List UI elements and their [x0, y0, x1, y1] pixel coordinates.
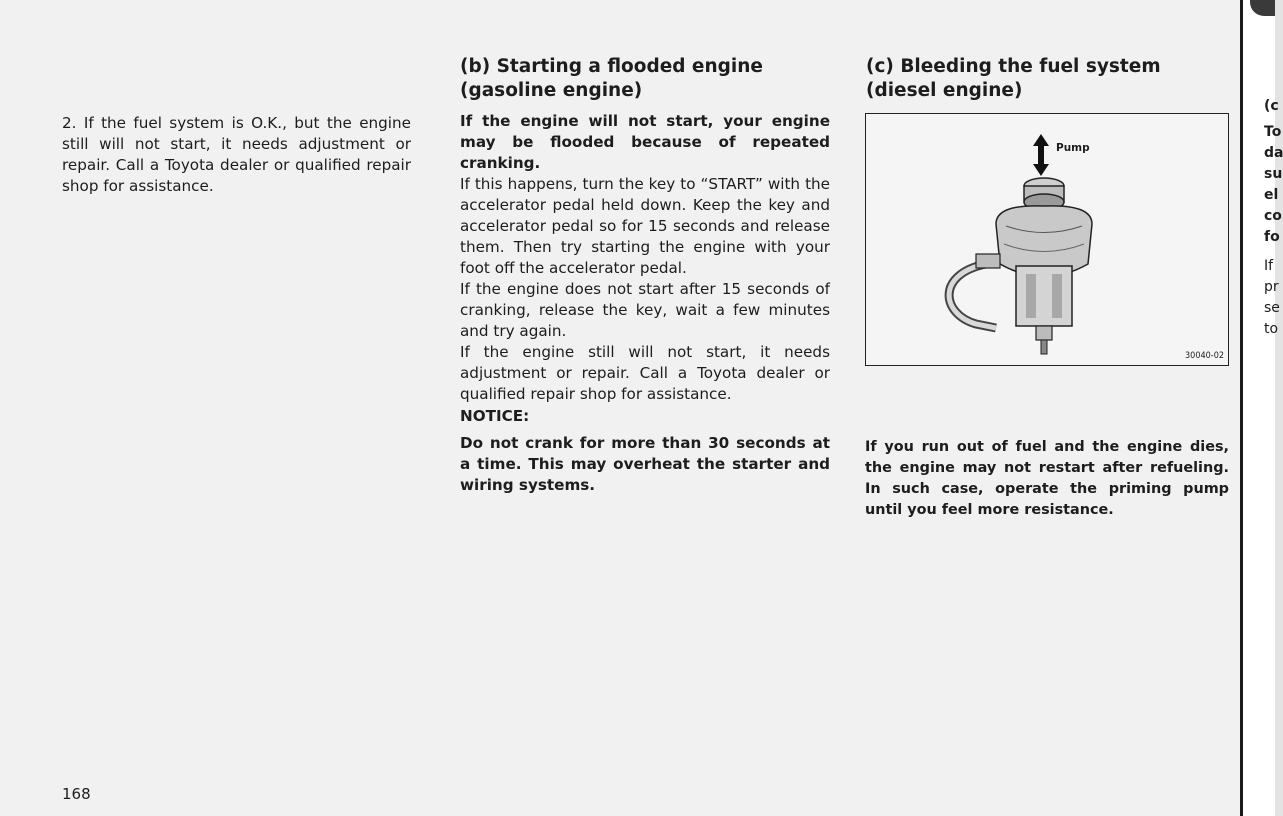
notice-text: Do not crank for more than 30 seconds at a time. This may overheat the starter and wiring systems.: [460, 434, 830, 494]
flooded-para-3: If the engine still will not start, it needs adjustment or repair. Call a Toyota dealer or qualified repair shop for assistance.: [460, 343, 830, 403]
cut-line-1: (c: [1264, 98, 1279, 114]
cut-line-8: If: [1264, 258, 1274, 274]
pump-label: Pump: [1056, 142, 1090, 154]
figure-code: 30040-02: [1185, 351, 1224, 361]
cut-line-3: da: [1264, 145, 1283, 161]
middle-column: [460, 111, 830, 496]
bleeding-heading-line1: (c) Bleeding the fuel system: [866, 56, 1161, 77]
cut-line-9: pr: [1264, 279, 1279, 295]
cut-line-5: el: [1264, 187, 1279, 203]
flooded-engine-heading-line1: (b) Starting a flooded engine: [460, 56, 763, 77]
bleeding-heading-line2: (diesel engine): [866, 80, 1023, 101]
bleeding-fuel-heading: [866, 55, 1161, 103]
right-column-caption-block: [865, 437, 1229, 521]
cut-line-4: su: [1264, 166, 1283, 182]
flooded-para-2: If the engine does not start after 15 seconds of cranking, release the key, wait a few minutes and try again.: [460, 280, 830, 340]
next-page-edge: [1240, 0, 1283, 816]
cut-line-2: To: [1264, 124, 1282, 140]
priming-pump-figure: [865, 113, 1229, 366]
flooded-intro: If the engine will not start, your engine may be flooded because of repeated cranking.: [460, 112, 830, 172]
fuel-system-ok-paragraph: 2. If the fuel system is O.K., but the engine still will not start, it needs adjustment or repair. Call a Toyota dealer or qualified repair shop for assistance.: [62, 114, 411, 195]
pump-arrow-icon: [1033, 134, 1049, 176]
notice-label: NOTICE:: [460, 407, 530, 425]
cut-line-7: fo: [1264, 229, 1280, 245]
bleeding-caption: If you run out of fuel and the engine dies, the engine may not restart after refueling. In such case, operate the priming pump until you feel more resistance.: [865, 439, 1229, 518]
flooded-engine-heading-line2: (gasoline engine): [460, 80, 643, 101]
page-number: 168: [62, 785, 91, 803]
cut-line-11: to: [1264, 321, 1279, 337]
flooded-engine-heading: [460, 55, 763, 103]
priming-pump-icon: [866, 114, 1227, 364]
cut-line-6: co: [1264, 208, 1282, 224]
flooded-para-1: If this happens, turn the key to “START” with the accelerator pedal held down. Keep the key and accelerator pedal so for 15 seconds and release them. Then try starting the engine with your foot off the accelerator pedal.: [460, 175, 830, 277]
cut-line-10: se: [1264, 300, 1280, 316]
left-column: [62, 113, 411, 197]
